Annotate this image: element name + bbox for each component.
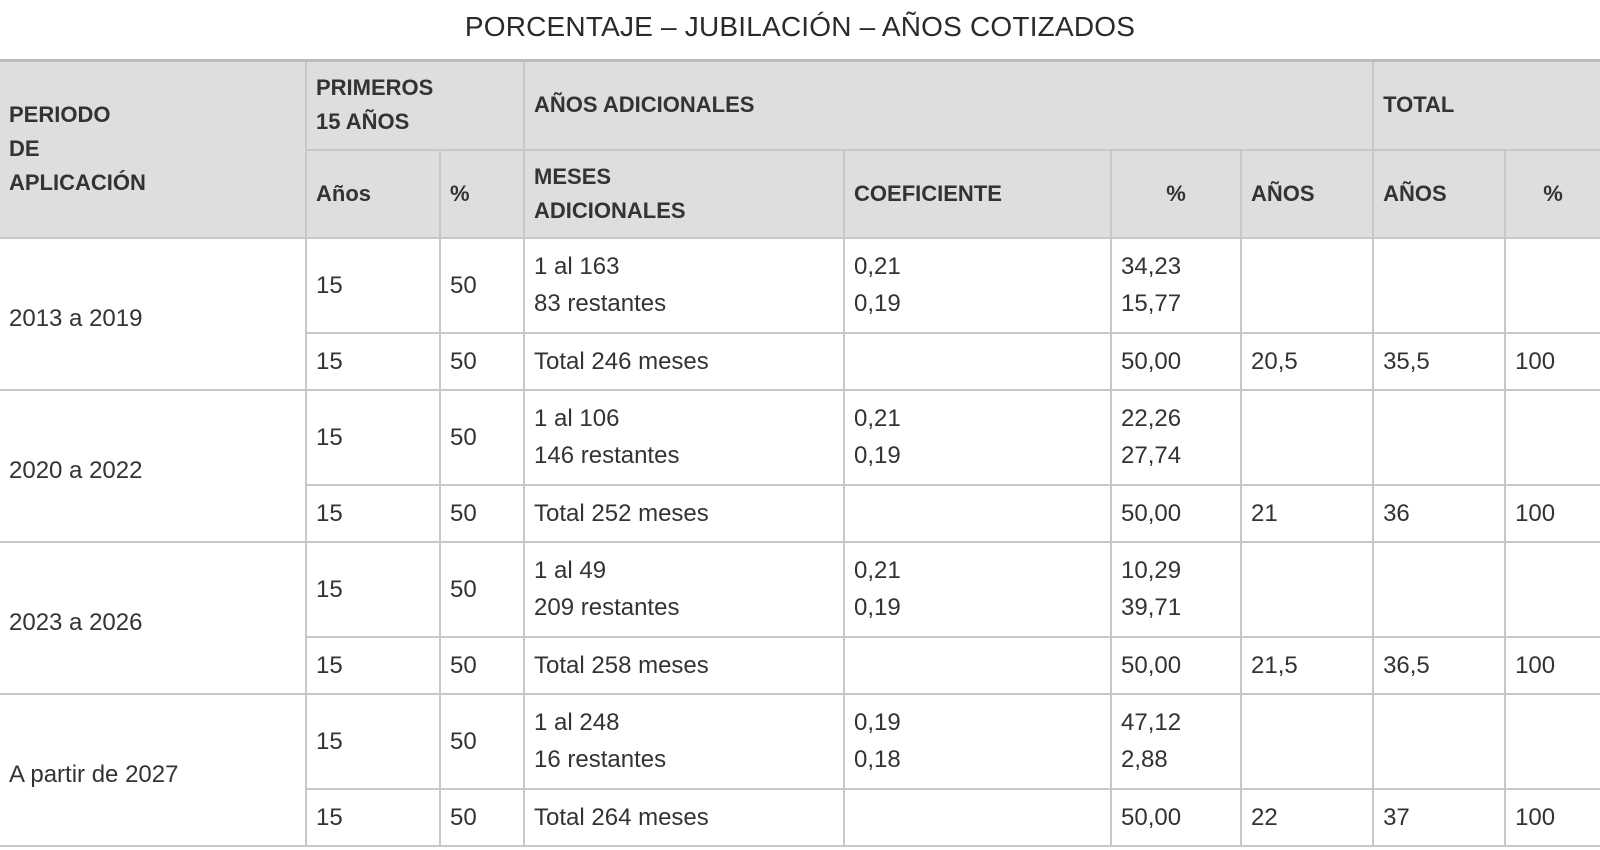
header-meses-adicionales: [524, 150, 844, 238]
cell-pct-total: 100: [1505, 637, 1600, 694]
cell-total-meses: Total 252 meses: [524, 485, 844, 542]
cell-pct-total: 100: [1505, 485, 1600, 542]
cell-pct-adicional: [1111, 542, 1241, 637]
cell-anos: 15: [306, 333, 440, 390]
cell-meses-adicionales: [524, 542, 844, 637]
cell-coeficiente-empty: [844, 485, 1111, 542]
cell-total-meses: Total 264 meses: [524, 789, 844, 846]
header-pct-adicional: %: [1111, 150, 1241, 238]
period-label: 2013 a 2019: [0, 238, 306, 390]
cell-pct-adicional: [1111, 390, 1241, 485]
header-primeros-line-2: 15 AÑOS: [316, 109, 410, 135]
cell-pct-adicional: [1111, 694, 1241, 789]
cell-pct-total: 100: [1505, 333, 1600, 390]
cell-meses-adicionales-line-2: 83 restantes: [534, 290, 667, 317]
cell-anos-total-empty: [1373, 542, 1505, 637]
cell-pct: 50: [440, 789, 524, 846]
cell-anos-adicional: 20,5: [1241, 333, 1373, 390]
cell-meses-adicionales: [524, 390, 844, 485]
cell-coeficiente: [844, 238, 1111, 333]
cell-coeficiente-line-1: 0,21: [854, 405, 901, 432]
cell-pct-adicional-line-1: 22,26: [1121, 405, 1182, 432]
cell-pct-adicional: 50,00: [1111, 333, 1241, 390]
header-periodo-aplicacion: [0, 61, 306, 238]
period-label: 2020 a 2022: [0, 390, 306, 542]
cell-coeficiente-line-1: 0,19: [854, 709, 901, 736]
cell-anos-total-empty: [1373, 694, 1505, 789]
cell-pct-adicional-line-2: 2,88: [1121, 746, 1168, 773]
cell-pct: 50: [440, 637, 524, 694]
cell-coeficiente: [844, 542, 1111, 637]
cell-coeficiente-line-2: 0,18: [854, 746, 901, 773]
cell-pct: 50: [440, 390, 524, 485]
header-anos-adicionales: AÑOS ADICIONALES: [524, 61, 1373, 150]
cell-meses-adicionales: [524, 238, 844, 333]
cell-meses-adicionales-line-1: 1 al 163: [534, 253, 620, 280]
cell-anos-total: 37: [1373, 789, 1505, 846]
header-pct-total: %: [1505, 150, 1600, 238]
cell-meses-adicionales-line-1: 1 al 248: [534, 709, 620, 736]
cell-pct-adicional-line-1: 10,29: [1121, 557, 1182, 584]
cell-pct-adicional: [1111, 238, 1241, 333]
cell-pct-total-empty: [1505, 542, 1600, 637]
cell-anos-total-empty: [1373, 390, 1505, 485]
cell-coeficiente-empty: [844, 789, 1111, 846]
cell-anos: 15: [306, 542, 440, 637]
cell-meses-adicionales-line-2: 209 restantes: [534, 594, 680, 621]
cell-anos-total: 36: [1373, 485, 1505, 542]
header-row-1: [0, 61, 1600, 150]
cell-anos-total-empty: [1373, 238, 1505, 333]
cell-anos-adicional-empty: [1241, 238, 1373, 333]
cell-pct-total-empty: [1505, 694, 1600, 789]
header-anos: Años: [306, 150, 440, 238]
cell-total-meses: Total 258 meses: [524, 637, 844, 694]
cell-coeficiente-line-2: 0,19: [854, 290, 901, 317]
cell-anos-adicional: 21: [1241, 485, 1373, 542]
header-periodo-line-2: DE: [9, 136, 40, 162]
header-total: TOTAL: [1373, 61, 1600, 150]
cell-anos: 15: [306, 390, 440, 485]
cell-pct-total-empty: [1505, 238, 1600, 333]
cell-total-meses: Total 246 meses: [524, 333, 844, 390]
cell-pct-adicional-line-1: 34,23: [1121, 253, 1182, 280]
cell-meses-adicionales-line-2: 16 restantes: [534, 746, 667, 773]
retirement-percentage-table: [0, 59, 1600, 847]
cell-pct-adicional: 50,00: [1111, 485, 1241, 542]
cell-anos: 15: [306, 238, 440, 333]
header-anos-adicional: AÑOS: [1241, 150, 1373, 238]
cell-pct: 50: [440, 333, 524, 390]
cell-pct: 50: [440, 542, 524, 637]
cell-pct-adicional-line-2: 39,71: [1121, 594, 1182, 621]
cell-coeficiente: [844, 390, 1111, 485]
cell-anos: 15: [306, 485, 440, 542]
cell-coeficiente-line-2: 0,19: [854, 594, 901, 621]
cell-coeficiente-empty: [844, 637, 1111, 694]
table-body: [0, 238, 1600, 846]
cell-anos-adicional-empty: [1241, 390, 1373, 485]
cell-meses-adicionales-line-1: 1 al 49: [534, 557, 607, 584]
cell-pct-total-empty: [1505, 390, 1600, 485]
header-pct: %: [440, 150, 524, 238]
cell-pct: 50: [440, 694, 524, 789]
cell-pct-adicional: 50,00: [1111, 637, 1241, 694]
cell-pct: 50: [440, 238, 524, 333]
cell-meses-adicionales-line-1: 1 al 106: [534, 405, 620, 432]
header-meses-line-1: MESES: [534, 163, 612, 189]
cell-anos-adicional-empty: [1241, 694, 1373, 789]
cell-anos-adicional: 22: [1241, 789, 1373, 846]
header-anos-total: AÑOS: [1373, 150, 1505, 238]
cell-anos-adicional: 21,5: [1241, 637, 1373, 694]
table-row-detail: [0, 390, 1600, 485]
header-periodo-line-3: APLICACIÓN: [9, 170, 146, 196]
cell-coeficiente-line-2: 0,19: [854, 442, 901, 469]
cell-anos-total: 36,5: [1373, 637, 1505, 694]
cell-pct-adicional-line-2: 15,77: [1121, 290, 1182, 317]
header-meses-line-2: ADICIONALES: [534, 197, 686, 223]
cell-anos: 15: [306, 694, 440, 789]
cell-anos: 15: [306, 789, 440, 846]
header-primeros-line-1: PRIMEROS: [316, 75, 434, 101]
cell-pct-adicional: 50,00: [1111, 789, 1241, 846]
header-coeficiente: COEFICIENTE: [844, 150, 1111, 238]
table-row-detail: [0, 542, 1600, 637]
table-row-detail: [0, 238, 1600, 333]
cell-coeficiente-line-1: 0,21: [854, 557, 901, 584]
cell-pct: 50: [440, 485, 524, 542]
cell-coeficiente-line-1: 0,21: [854, 253, 901, 280]
cell-coeficiente: [844, 694, 1111, 789]
cell-coeficiente-empty: [844, 333, 1111, 390]
header-primeros-15-anos: [306, 61, 524, 150]
table-row-detail: [0, 694, 1600, 789]
cell-meses-adicionales: [524, 694, 844, 789]
cell-anos: 15: [306, 637, 440, 694]
cell-anos-total: 35,5: [1373, 333, 1505, 390]
cell-pct-adicional-line-1: 47,12: [1121, 709, 1182, 736]
cell-pct-adicional-line-2: 27,74: [1121, 442, 1182, 469]
cell-meses-adicionales-line-2: 146 restantes: [534, 442, 680, 469]
period-label: 2023 a 2026: [0, 542, 306, 694]
table-title: PORCENTAJE – JUBILACIÓN – AÑOS COTIZADOS: [464, 11, 1136, 42]
period-label: A partir de 2027: [0, 694, 306, 846]
cell-pct-total: 100: [1505, 789, 1600, 846]
header-periodo-line-1: PERIODO: [9, 102, 111, 128]
cell-anos-adicional-empty: [1241, 542, 1373, 637]
